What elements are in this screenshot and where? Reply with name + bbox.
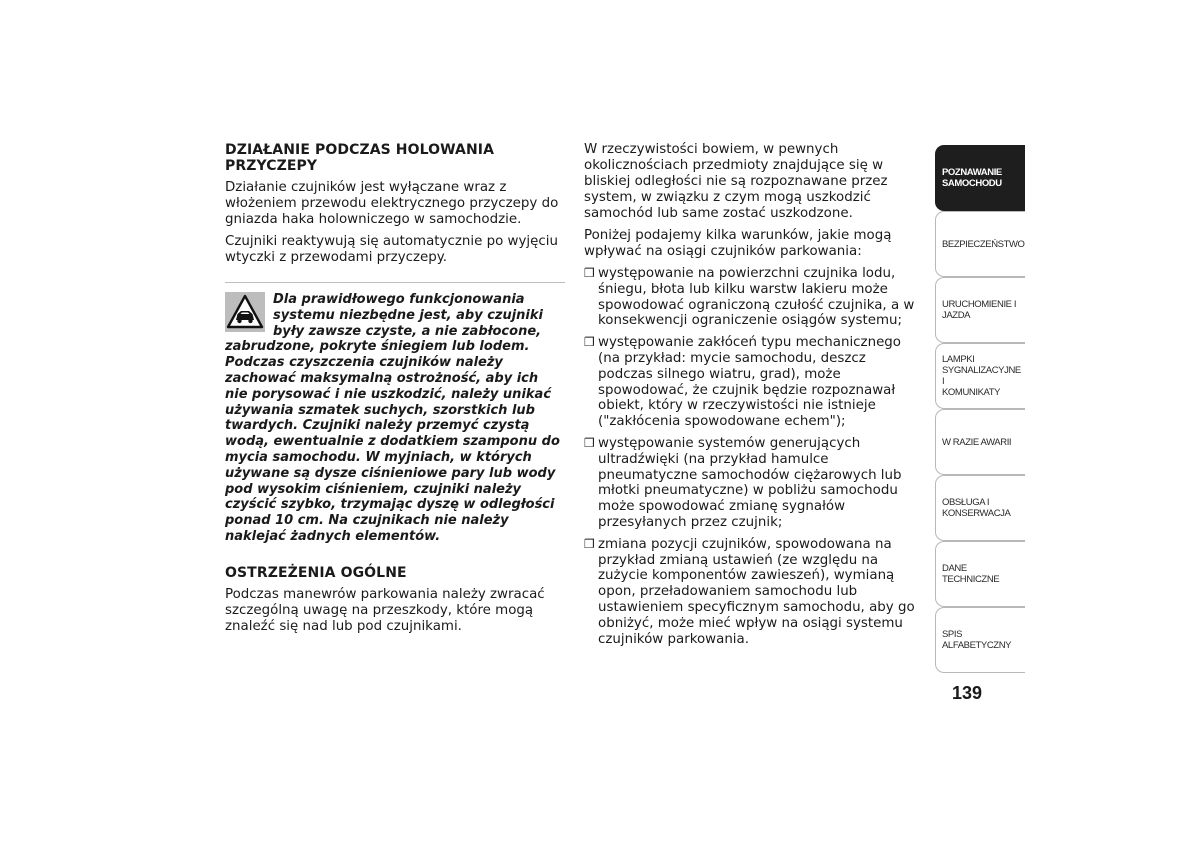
tab-uruchomienie-i-jazda[interactable]: URUCHOMIENIE I JAZDA [935, 277, 1025, 343]
checkbox-bullet-icon: ❒ [584, 335, 595, 350]
tab-lampki-sygnalizacyjne[interactable]: LAMPKI SYGNALIZACYJNE I KOMUNIKATY [935, 343, 1025, 409]
tab-poznawanie-samochodu[interactable]: POZNAWANIE SAMOCHODU [935, 145, 1025, 211]
tab-bezpieczenstwo[interactable]: BEZPIECZEŃSTWO [935, 211, 1025, 277]
towing-heading: DZIAŁANIE PODCZAS HOLOWANIA PRZYCZEPY [225, 142, 495, 174]
tab-spis-alfabetyczny[interactable]: SPIS ALFABETYCZNY [935, 607, 1025, 673]
list-item-text: występowanie zakłóceń typu mechanicznego (na przykład: mycie samochodu, deszcz podczas silnego wiatru, grad), może spowodować, że czujnik będzie rozpoznawał obiekt, który w rzeczywistości nie istnieje ("zakłócenia spowodowane echem"); [598, 335, 901, 430]
conditions-list [584, 266, 920, 647]
list-item [584, 266, 920, 329]
checkbox-bullet-icon: ❒ [584, 266, 595, 280]
warning-text: Dla prawidłowego funkcjonowania systemu niezbędne jest, aby czujniki były zawsze czyste, a nie zabłocone, zabrudzone, pokryte śniegiem lub lodem. Podczas czyszczenia czujników należy zachować maksymalną ostrożność, aby ich nie porysować i nie uszkodzić, należy unikać używania szmatek suchych, szorstkich lub twardych. Czujniki należy przemyć czystą wodą, ewentualnie z dodatkiem szamponu do mycia samochodu. W myjniach, w których używane są dysze ciśnieniowe pary lub wody pod wysokim ciśnieniem, czujniki należy czyścić szybko, trzymając dyszę w odległości ponad 10 cm. Na czujnikach nie należy naklejać żadnych elementów. [225, 292, 560, 544]
general-warnings-section [225, 565, 565, 635]
right-column [584, 142, 920, 653]
chapter-tabs [935, 145, 1025, 673]
body-paragraph: Poniżej podajemy kilka warunków, jakie mogą wpływać na osiągi czujników parkowania: [584, 228, 892, 259]
left-column [225, 142, 565, 641]
list-item-text: występowanie na powierzchni czujnika lodu, śniegu, błota lub kilku warstw lakieru może spowodować ograniczoną czułość czujnika, a w konsekwencji ograniczenie osiągów systemu; [598, 266, 915, 329]
warning-box [225, 292, 565, 545]
tab-obsluga-i-konserwacja[interactable]: OBSŁUGA I KONSERWACJA [935, 475, 1025, 541]
towing-paragraph: Działanie czujników jest wyłączane wraz z włożeniem przewodu elektrycznego przyczepy do gniazda haka holowniczego w samochodzie. [225, 180, 559, 227]
list-item [584, 335, 920, 430]
checkbox-bullet-icon: ❒ [584, 536, 595, 551]
towing-paragraph: Czujniki reaktywują się automatycznie po wyjęciu wtyczki z przewodami przyczepy. [225, 234, 558, 265]
tab-dane-techniczne[interactable]: DANE TECHNICZNE [935, 541, 1025, 607]
body-paragraph: W rzeczywistości bowiem, w pewnych okolicznościach przedmioty znajdujące się w bliskiej odległości nie są rozpoznawane przez system, w związku z czym mogą uszkodzić samochód lub same zostać uszkodzone. [584, 142, 888, 221]
tab-w-razie-awarii[interactable]: W RAZIE AWARII [935, 409, 1025, 475]
list-item-text: występowanie systemów generujących ultradźwięki (na przykład hamulce pneumatyczne samochodów ciężarowych lub młotki pneumatyczne) w pobliżu samochodu może spowodować zmianę sygnałów przesyłanych przez czujnik; [598, 435, 902, 530]
list-item [584, 537, 920, 648]
general-warnings-paragraph: Podczas manewrów parkowania należy zwracać szczególną uwagę na przeszkody, które mogą znaleźć się nad lub pod czujnikami. [225, 586, 545, 634]
page-number: 139 [952, 683, 983, 703]
checkbox-bullet-icon: ❒ [584, 435, 595, 450]
list-item [584, 436, 920, 531]
divider [225, 282, 565, 283]
list-item-text: zmiana pozycji czujników, spowodowana na przykład zmianą ustawień (ze względu na zużycie komponentów zawieszeń), wymianą opon, przeładowaniem samochodu lub ustawieniem specyficznym samochodu, aby go obniżyć, może mieć wpływ na osiągi systemu czujników parkowania. [598, 536, 915, 647]
general-warnings-heading: OSTRZEŻENIA OGÓLNE [225, 564, 407, 581]
warning-triangle-car-icon [225, 292, 265, 332]
